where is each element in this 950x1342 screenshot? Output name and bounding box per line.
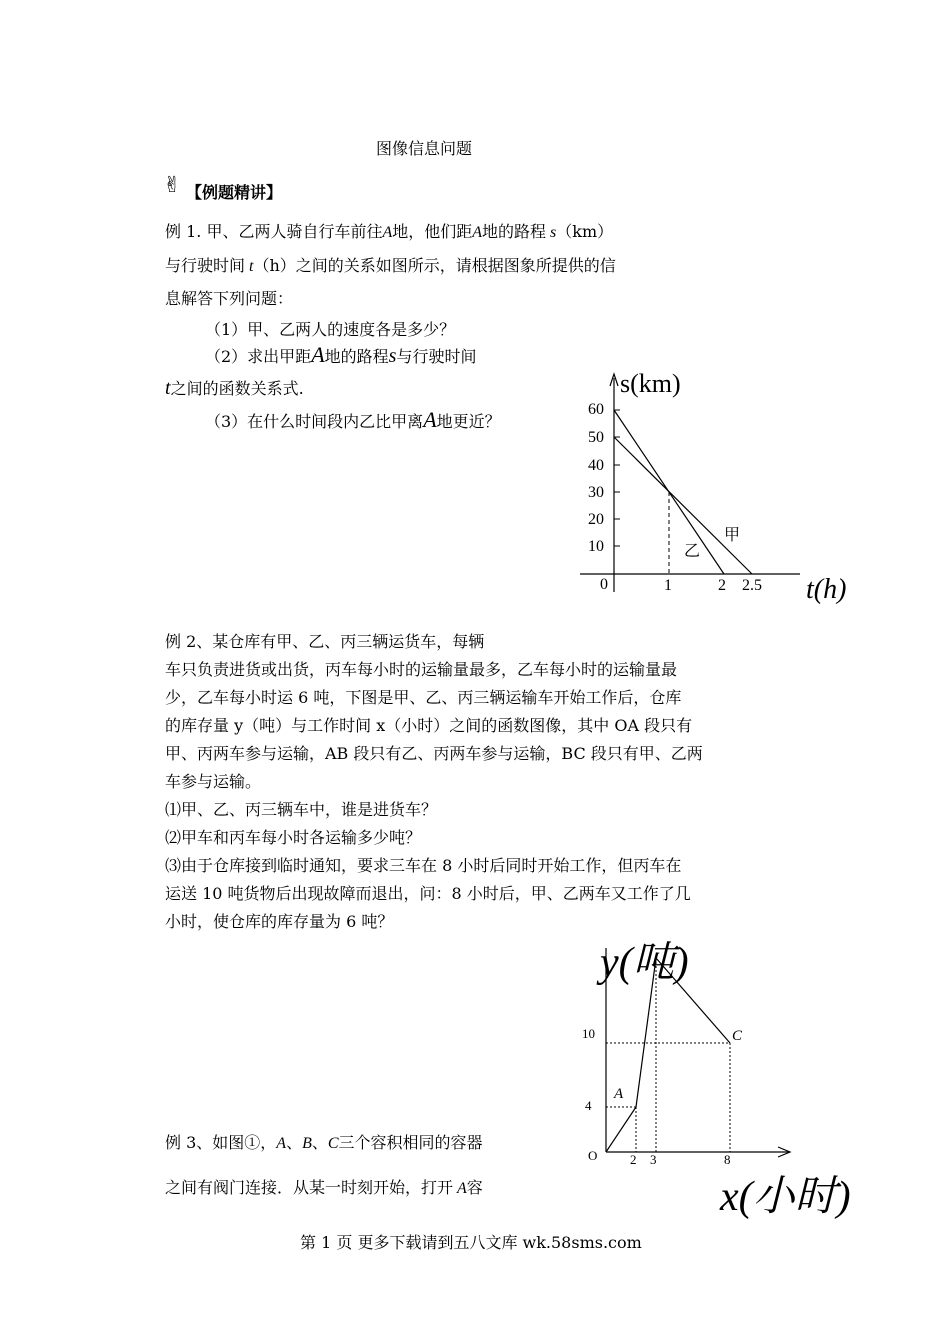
ytick-20: 20 [588,511,604,528]
ex2-line2: 车只负责进货或出货，丙车每小时的运输量最多，乙车每小时的运输量最 [165,660,678,679]
line-jia [614,437,752,574]
label-jia: 甲 [724,527,741,544]
point-C-label: C [732,1028,743,1044]
ex2-question3-line2: 运送 10 吨货物后出现故障而退出，问：8 小时后，甲、乙两车又工作了几 [165,884,691,903]
ytick-10: 10 [588,538,604,555]
x-axis-label: t(h) [806,574,847,605]
ex2-question3-line1: ⑶由于仓库接到临时通知，要求三车在 8 小时后同时开始工作，但丙车在 [165,856,682,875]
ex2-line1: 例 2、某仓库有甲、乙、丙三辆运货车，每辆 [165,632,485,651]
ex3-line1: 例 3、如图①，A、B、C三个容积相同的容器 [165,1133,483,1152]
inventory-time-graph [570,925,851,1225]
origin-label: 0 [600,576,608,593]
ex1-question1: （1）甲、乙两人的速度各是多少？ [205,320,456,339]
origin-label: O [588,1148,598,1163]
ex2-question3-line3: 小时，使仓库的库存量为 6 吨？ [165,912,394,931]
page-footer: 第 1 页 更多下载请到五八文库 wk.58sms.com [300,1233,642,1252]
xtick-8: 8 [724,1152,731,1167]
xtick-2: 2 [718,577,726,594]
ex2-question1: ⑴甲、乙、丙三辆车中，谁是进货车？ [165,800,438,819]
y-axis-label: y(吨) [600,940,689,986]
ex3-line2: 之间有阀门连接．从某一时刻开始，打开 A容 [165,1178,483,1197]
ex2-question2: ⑵甲车和丙车每小时各运输多少吨？ [165,828,422,847]
xtick-2-5: 2.5 [742,577,762,594]
ex1-question3: （3）在什么时间段内乙比甲离A地更近？ [205,407,501,432]
xtick-2: 2 [630,1152,637,1167]
ytick-4: 4 [585,1098,592,1113]
ex2-line4: 的库存量 y（吨）与工作时间 x（小时）之间的函数图像，其中 OA 段只有 [165,716,693,735]
xtick-3: 3 [650,1152,657,1167]
ex2-line3: 少，乙车每小时运 6 吨，下图是甲、乙、丙三辆运输车开始工作后，仓库 [165,688,682,707]
point-A-label: A [614,1086,624,1102]
x-axis-label: x(小时) [720,1174,851,1220]
y-axis-label: s(km) [620,369,681,398]
ex2-line5: 甲、丙两车参与运输，AB 段只有乙、丙两车参与运输，BC 段只有甲、乙两 [165,744,703,763]
ex1-line1: 例 1. 甲、乙两人骑自行车前往A地，他们距A地的路程 s（km） [165,222,614,241]
ex1-question2: （2）求出甲距A地的路程s与行驶时间 [205,342,477,367]
page-title: 图像信息问题 [376,139,473,158]
ex1-line2: 与行驶时间 t（h）之间的关系如图所示，请根据图象所提供的信 [165,256,616,275]
xtick-1: 1 [664,577,672,594]
ytick-40: 40 [588,457,604,474]
ex1-question2-cont: t之间的函数关系式. [165,377,304,399]
label-yi: 乙 [684,543,701,560]
ex1-line3: 息解答下列问题： [165,289,294,308]
ytick-50: 50 [588,429,604,446]
segment-OA [606,1107,636,1152]
ex2-line6: 车参与运输。 [165,772,262,791]
ytick-60: 60 [588,401,604,418]
ytick-10: 10 [582,1026,595,1041]
section-header: 【例题精讲】 [186,183,283,202]
ytick-30: 30 [588,484,604,501]
victory-hand-icon: ✌ [163,173,182,198]
distance-time-graph [560,360,860,610]
